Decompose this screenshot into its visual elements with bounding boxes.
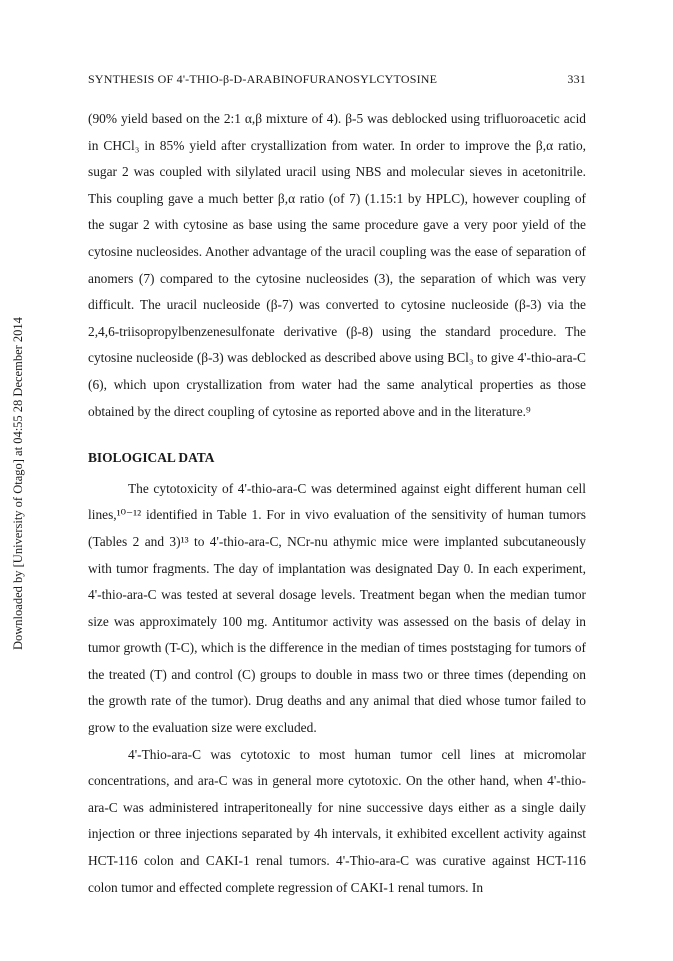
- article-body: [88, 106, 586, 901]
- page-number: 331: [567, 72, 586, 86]
- download-watermark-text: Downloaded by [University of Otago] at 04:55 28 December 2014: [11, 317, 25, 650]
- running-head-title: SYNTHESIS OF 4'-THIO-β-D-ARABINOFURANOSYLCYTOSINE: [88, 72, 438, 86]
- paragraph-methods: The cytotoxicity of 4'-thio-ara-C was determined against eight different human cell lines,¹⁰⁻¹² identified in Table 1. For in vivo evaluation of the sensitivity of human tumors (Tables 2 and 3)¹³ to 4'-thio-ara-C, NCr-nu athymic mice were implanted subcutaneously with tumor fragments. The day of implantation was designated Day 0. In each experiment, 4'-thio-ara-C was tested at several dosage levels. Treatment began when the median tumor size was approximately 100 mg. Antitumor activity was assessed on the basis of delay in tumor growth (T-C), which is the difference in the median of times poststaging for tumors of the treated (T) and control (C) groups to double in mass two or three times (depending on the growth rate of the tumor). Drug deaths and any animal that died whose tumor failed to grow to the evaluation size were excluded.: [88, 480, 586, 736]
- section-heading: BIOLOGICAL DATA: [88, 450, 215, 466]
- download-watermark: [11, 240, 23, 650]
- paragraph-synthesis: (90% yield based on the 2:1 α,β mixture of 4). β-5 was deblocked using trifluoroacetic acid in CHCl₃ in 85% yield after crystallization from water. In order to improve the β,α ratio, sugar 2 was coupled with silylated uracil using NBS and molecular sieves in acetonitrile. This coupling gave a much better β,α ratio (of 7) (1.15:1 by HPLC), however coupling of the sugar 2 with cytosine as base using the same procedure gave a very poor yield of the cytosine nucleosides. Another advantage of the uracil coupling was the ease of separation of anomers (7) compared to the cytosine nucleosides (3), the separation of which was very difficult. The uracil nucleoside (β-7) was converted to cytosine nucleoside (β-3) via the 2,4,6-triisopropylbenzenesulfonate derivative (β-8) using the standard procedure. The cytosine nucleoside (β-3) was deblocked as described above using BCl₃ to give 4'-thio-ara-C (6), which upon crystallization from water had the same analytical properties as those obtained by the direct coupling of cytosine as reported above and in the literature.⁹: [88, 111, 586, 419]
- paragraph-results: 4'-Thio-ara-C was cytotoxic to most human tumor cell lines at micromolar concentrations, and ara-C was in general more cytotoxic. On the other hand, when 4'-thio-ara-C was administered intraperitoneally for nine successive days either as a single daily injection or three injections separated by 4h intervals, it exhibited excellent activity against HCT-116 colon and CAKI-1 renal tumors. 4'-Thio-ara-C was curative against HCT-116 colon tumor and effected complete regression of CAKI-1 renal tumors. In: [88, 746, 586, 895]
